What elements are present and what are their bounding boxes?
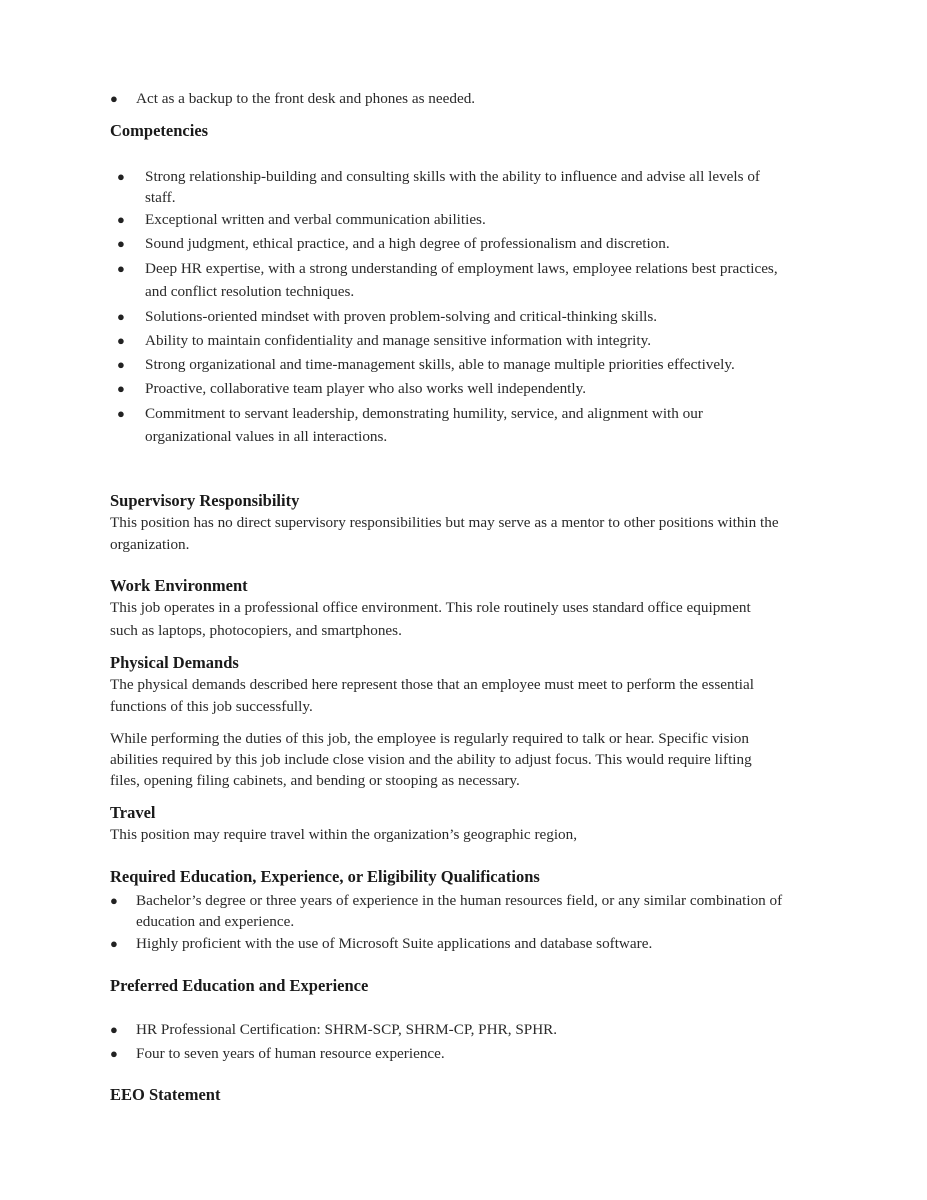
paragraph-line: While performing the duties of this job, the employee is regularly required to talk or hear. Specific vision xyxy=(110,730,749,747)
list-item: Ability to maintain confidentiality and manage sensitive information with integrity. xyxy=(145,332,651,349)
list-item-continuation: education and experience. xyxy=(136,913,295,930)
list-item: Strong relationship-building and consulting skills with the ability to influence and advise all levels of xyxy=(145,168,760,185)
bullet-icon: ● xyxy=(117,406,125,421)
paragraph-line: abilities required by this job include close vision and the ability to adjust focus. This would require lifting xyxy=(110,751,752,768)
paragraph-line: organization. xyxy=(110,536,190,553)
list-item: Highly proficient with the use of Microsoft Suite applications and database software. xyxy=(136,935,653,952)
bullet-icon: ● xyxy=(110,1022,118,1037)
list-item: Strong organizational and time-management skills, able to manage multiple priorities effectively. xyxy=(145,356,735,373)
section-heading-supervisory: Supervisory Responsibility xyxy=(110,491,300,510)
list-item-continuation: staff. xyxy=(145,189,176,206)
list-item: Bachelor’s degree or three years of experience in the human resources field, or any similar combination of xyxy=(136,892,783,909)
list-item-continuation: organizational values in all interactions. xyxy=(145,428,388,445)
list-item: Exceptional written and verbal communication abilities. xyxy=(145,211,486,228)
paragraph-line: This position may require travel within the organization’s geographic region, xyxy=(110,826,578,843)
bullet-icon: ● xyxy=(110,893,118,908)
section-heading-physical-demands: Physical Demands xyxy=(110,653,239,672)
bullet-icon: ● xyxy=(117,357,125,372)
bullet-icon: ● xyxy=(117,381,125,396)
paragraph-line: This job operates in a professional office environment. This role routinely uses standard office equipment xyxy=(110,599,751,616)
list-item: Deep HR expertise, with a strong understanding of employment laws, employee relations best practices, xyxy=(145,260,778,277)
bullet-icon: ● xyxy=(117,333,125,348)
list-item: Proactive, collaborative team player who also works well independently. xyxy=(145,380,587,397)
list-item: Act as a backup to the front desk and phones as needed. xyxy=(136,90,476,107)
bullet-icon: ● xyxy=(117,212,125,227)
bullet-icon: ● xyxy=(117,309,125,324)
list-item: Four to seven years of human resource experience. xyxy=(136,1045,445,1062)
section-heading-eeo: EEO Statement xyxy=(110,1085,221,1104)
paragraph-line: This position has no direct supervisory responsibilities but may serve as a mentor to other positions within the xyxy=(110,514,779,531)
paragraph-line: files, opening filing cabinets, and bending or stooping as necessary. xyxy=(110,772,520,789)
paragraph-line: The physical demands described here represent those that an employee must meet to perform the essential xyxy=(110,676,754,693)
bullet-icon: ● xyxy=(110,936,118,951)
bullet-icon: ● xyxy=(110,1046,118,1061)
bullet-icon: ● xyxy=(110,91,118,106)
section-heading-competencies: Competencies xyxy=(110,121,209,140)
list-item: HR Professional Certification: SHRM-SCP, SHRM-CP, PHR, SPHR. xyxy=(136,1021,558,1038)
list-item: Sound judgment, ethical practice, and a high degree of professionalism and discretion. xyxy=(145,235,670,252)
section-heading-preferred-education: Preferred Education and Experience xyxy=(110,976,369,995)
bullet-icon: ● xyxy=(117,261,125,276)
list-item: Solutions-oriented mindset with proven problem-solving and critical-thinking skills. xyxy=(145,308,658,325)
paragraph-line: functions of this job successfully. xyxy=(110,698,313,715)
section-heading-work-environment: Work Environment xyxy=(110,576,248,595)
paragraph-line: such as laptops, photocopiers, and smartphones. xyxy=(110,622,402,639)
list-item: Commitment to servant leadership, demonstrating humility, service, and alignment with our xyxy=(145,405,703,422)
list-item-continuation: and conflict resolution techniques. xyxy=(145,283,355,300)
section-heading-travel: Travel xyxy=(110,803,156,822)
bullet-icon: ● xyxy=(117,169,125,184)
bullet-icon: ● xyxy=(117,236,125,251)
section-heading-required-qualifications: Required Education, Experience, or Eligibility Qualifications xyxy=(110,867,540,886)
